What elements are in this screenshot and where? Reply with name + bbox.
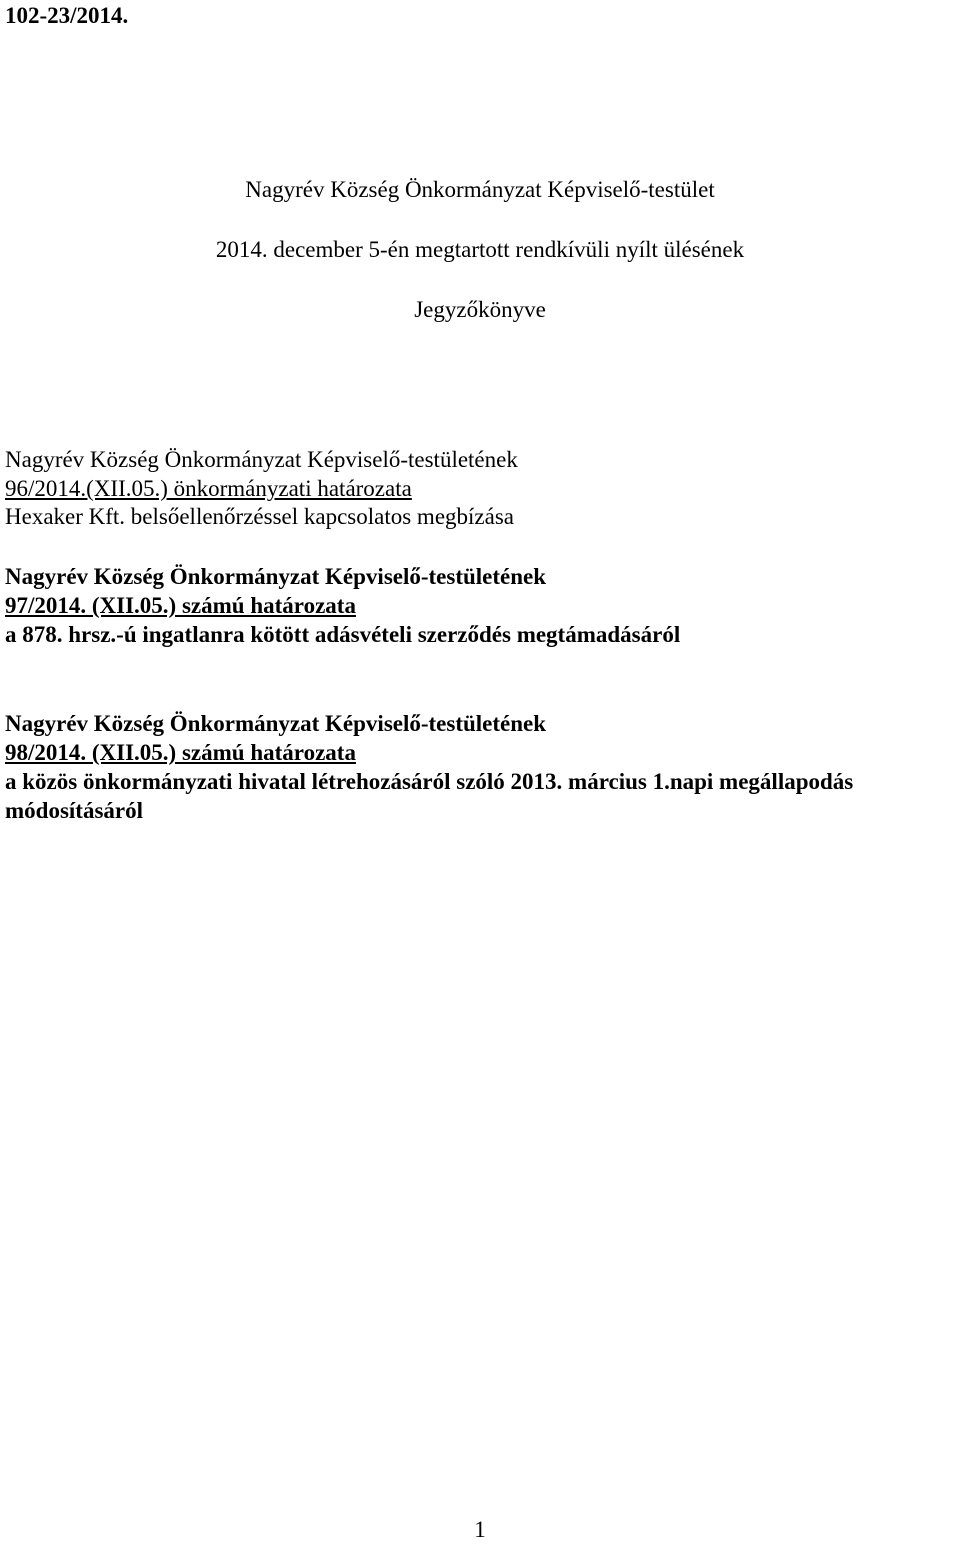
resolution-number: 96/2014.(XII.05.) önkormányzati határozata [5,476,412,501]
resolution-number: 98/2014. (XII.05.) számú határozata [5,740,356,765]
resolution-subject-continued: módosításáról [5,798,143,823]
reference-number: 102-23/2014. [5,3,129,28]
resolution-issuer: Nagyrév Község Önkormányzat Képviselő-testületének [5,447,518,472]
resolution-subject: Hexaker Kft. belsőellenőrzéssel kapcsolatos megbízása [5,504,514,529]
resolution-subject: a 878. hrsz.-ú ingatlanra kötött adásvételi szerződés megtámadásáról [5,622,681,647]
resolution-number: 97/2014. (XII.05.) számú határozata [5,593,356,618]
page-number: 1 [474,1517,486,1542]
document-title-body: Nagyrév Község Önkormányzat Képviselő-testület [245,177,715,202]
resolution-issuer: Nagyrév Község Önkormányzat Képviselő-testületének [5,711,547,736]
document-title-type: Jegyzőkönyve [414,297,546,322]
document-title-meeting: 2014. december 5-én megtartott rendkívüli nyílt ülésének [215,237,745,262]
resolution-issuer: Nagyrév Község Önkormányzat Képviselő-testületének [5,564,547,589]
resolution-subject: a közös önkormányzati hivatal létrehozásáról szóló 2013. március 1.napi megállapodás [5,769,854,794]
